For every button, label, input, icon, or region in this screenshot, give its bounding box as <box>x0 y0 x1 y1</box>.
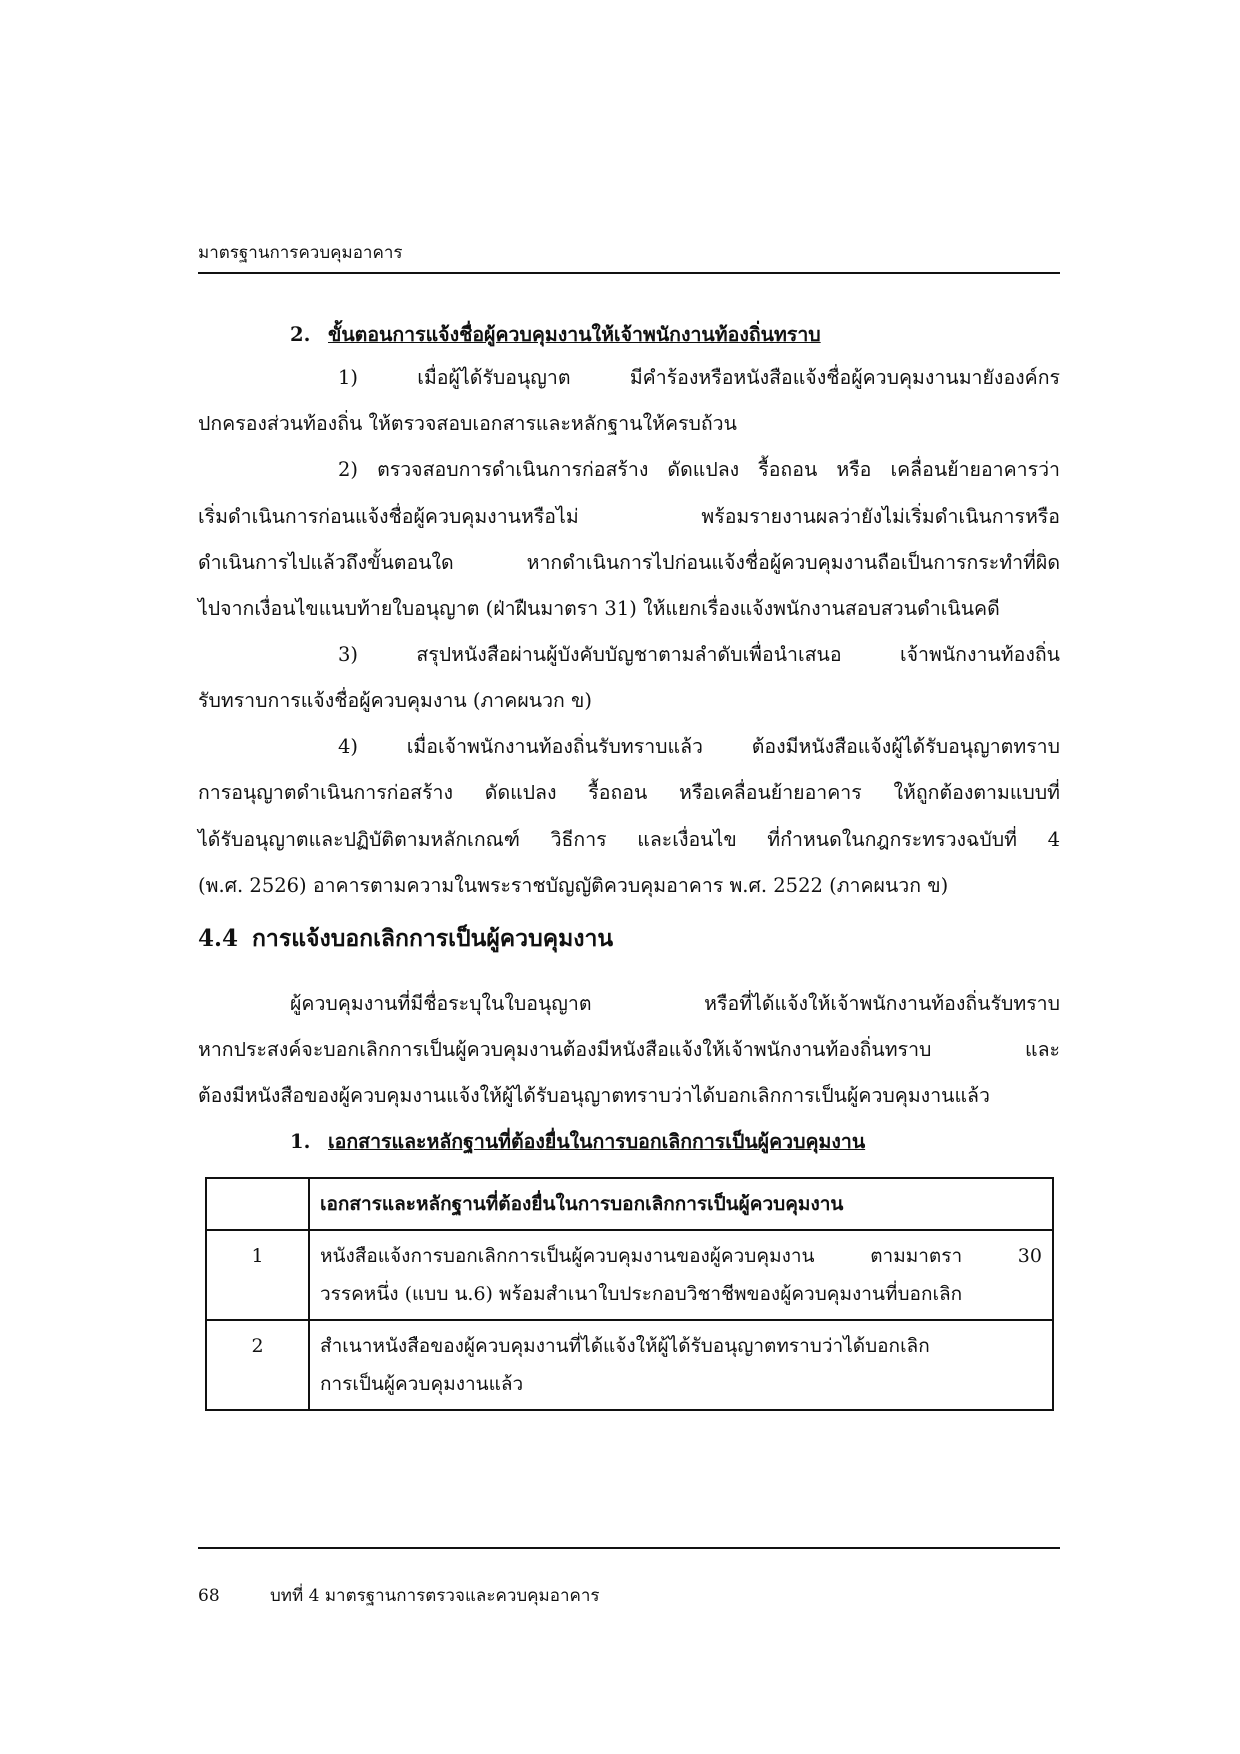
table-row <box>206 1320 1053 1410</box>
step-2-item-2-line-4: ไปจากเงื่อนไขแนบท้ายใบอนุญาต (ฝ่าฝืนมาตรา 31) ให้แยกเรื่องแจ้งพนักงานสอบสวนดำเนินคดี <box>198 597 1000 620</box>
page-number: 68 <box>198 1586 220 1606</box>
step-2-item-1-line-2: ปกครองส่วนท้องถิ่น ให้ตรวจสอบเอกสารและหลักฐานให้ครบถ้วน <box>198 412 737 435</box>
step-2-item-3-line-2: รับทราบการแจ้งชื่อผู้ควบคุมงาน (ภาคผนวก ข) <box>198 689 592 712</box>
documents-table <box>205 1177 1054 1411</box>
section-4-4-heading <box>198 923 613 955</box>
table-cell-no: 1 <box>206 1230 309 1320</box>
sub-1-title: เอกสารและหลักฐานที่ต้องยื่นในการบอกเลิกการเป็นผู้ควบคุมงาน <box>328 1130 866 1153</box>
footer-chapter: บทที่ 4 มาตรฐานการตรวจและควบคุมอาคาร <box>270 1586 600 1606</box>
running-header: มาตรฐานการควบคุมอาคาร <box>198 243 403 263</box>
step-2-number: 2. <box>290 323 311 346</box>
table-cell-doc <box>309 1320 1053 1410</box>
table-header-row <box>206 1178 1053 1230</box>
step-2-item-4-line-4: (พ.ศ. 2526) อาคารตามความในพระราชบัญญัติควบคุมอาคาร พ.ศ. 2522 (ภาคผนวก ข) <box>198 874 949 897</box>
step-2-item-4-line-2: การอนุญาตดำเนินการก่อสร้าง ดัดแปลง รื้อถอน หรือเคลื่อนย้ายอาคาร ให้ถูกต้องตามแบบที่ <box>198 781 1060 804</box>
step-2-item-2-line-3: ดำเนินการไปแล้วถึงขั้นตอนใด หากดำเนินการไปก่อนแจ้งชื่อผู้ควบคุมงานถือเป็นการกระทำที่ผิด <box>198 551 1060 574</box>
sub-1-number: 1. <box>290 1130 311 1153</box>
section-4-4-paragraph-line-1: ผู้ควบคุมงานที่มีชื่อระบุในใบอนุญาต หรือที่ได้แจ้งให้เจ้าพนักงานท้องถิ่นรับทราบ <box>290 992 1060 1015</box>
table-cell-doc-line-2: วรรคหนึ่ง (แบบ น.6) พร้อมสำเนาใบประกอบวิชาชีพของผู้ควบคุมงานที่บอกเลิก <box>320 1283 963 1305</box>
table-cell-doc <box>309 1230 1053 1320</box>
sub-1-heading <box>290 1128 865 1156</box>
step-2-item-4-line-1: 4) เมื่อเจ้าพนักงานท้องถิ่นรับทราบแล้ว ต้องมีหนังสือแจ้งผู้ได้รับอนุญาตทราบ <box>338 735 1060 758</box>
table-header-doc: เอกสารและหลักฐานที่ต้องยื่นในการบอกเลิกการเป็นผู้ควบคุมงาน <box>309 1178 1053 1230</box>
step-2-item-2-line-1: 2) ตรวจสอบการดำเนินการก่อสร้าง ดัดแปลง รื้อถอน หรือ เคลื่อนย้ายอาคารว่า <box>338 458 1060 481</box>
table-cell-doc-line-1: หนังสือแจ้งการบอกเลิกการเป็นผู้ควบคุมงานของผู้ควบคุมงาน ตามมาตรา 30 <box>320 1245 1042 1267</box>
section-4-4-paragraph-line-3: ต้องมีหนังสือของผู้ควบคุมงานแจ้งให้ผู้ได้รับอนุญาตทราบว่าได้บอกเลิกการเป็นผู้ควบคุมงานแล้ว <box>198 1084 990 1107</box>
step-2-item-1-line-1: 1) เมื่อผู้ได้รับอนุญาต มีคำร้องหรือหนังสือแจ้งชื่อผู้ควบคุมงานมายังองค์กร <box>338 366 1060 389</box>
step-2-title: ขั้นตอนการแจ้งชื่อผู้ควบคุมงานให้เจ้าพนักงานท้องถิ่นทราบ <box>328 323 821 346</box>
table-cell-doc-line-1: สำเนาหนังสือของผู้ควบคุมงานที่ได้แจ้งให้ผู้ได้รับอนุญาตทราบว่าได้บอกเลิก <box>320 1335 930 1357</box>
section-4-4-title: การแจ้งบอกเลิกการเป็นผู้ควบคุมงาน <box>252 925 614 952</box>
section-4-4-number: 4.4 <box>198 925 239 952</box>
step-2-item-3-line-1: 3) สรุปหนังสือผ่านผู้บังคับบัญชาตามลำดับเพื่อนำเสนอ เจ้าพนักงานท้องถิ่น <box>338 643 1060 666</box>
header-rule <box>198 272 1060 274</box>
step-2-item-2-line-2: เริ่มดำเนินการก่อนแจ้งชื่อผู้ควบคุมงานหรือไม่ พร้อมรายงานผลว่ายังไม่เริ่มดำเนินการหรือ <box>198 505 1060 528</box>
table-cell-no: 2 <box>206 1320 309 1410</box>
table-row <box>206 1230 1053 1320</box>
section-4-4-paragraph-line-2: หากประสงค์จะบอกเลิกการเป็นผู้ควบคุมงานต้องมีหนังสือแจ้งให้เจ้าพนักงานท้องถิ่นทราบ และ <box>198 1038 1060 1061</box>
step-2-heading <box>290 321 821 349</box>
footer-rule <box>198 1547 1060 1549</box>
table-header-no <box>206 1178 309 1230</box>
step-2-item-4-line-3: ได้รับอนุญาตและปฏิบัติตามหลักเกณฑ์ วิธีการ และเงื่อนไข ที่กำหนดในกฎกระทรวงฉบับที่ 4 <box>198 828 1060 851</box>
page-footer <box>198 1584 600 1608</box>
table-cell-doc-line-2: การเป็นผู้ควบคุมงานแล้ว <box>320 1373 524 1395</box>
